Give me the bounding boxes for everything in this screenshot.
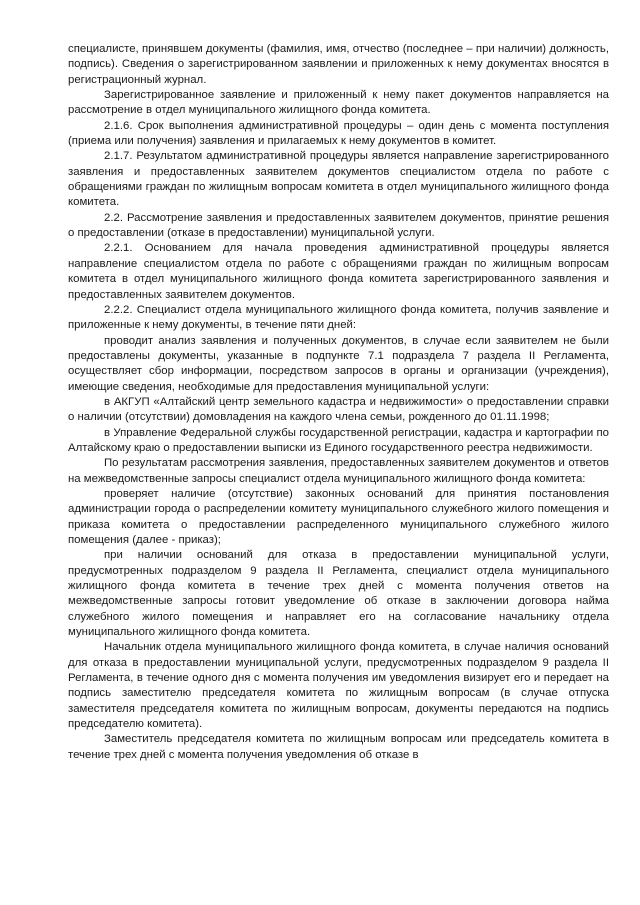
- paragraph-12: проверяет наличие (отсутствие) законных оснований для принятия постановления администрации города о распределении комитету муниципального служебного жилого помещения и приказа комитета о предоставлении распределенного муниципального служебного жилого помещения (далее - приказ);: [68, 487, 609, 546]
- paragraph-10: в Управление Федеральной службы государственной регистрации, кадастра и картографии по Алтайскому краю о предоставлении выписки из Единого государственного реестра недвижимости.: [68, 426, 609, 454]
- paragraph-9: в АКГУП «Алтайский центр земельного кадастра и недвижимости» о предоставлении справки о наличии (отсутствии) домовладения на каждого члена семьи, рожденного до 01.11.1998;: [68, 395, 609, 424]
- paragraph-14: Начальник отдела муниципального жилищного фонда комитета, в случае наличия оснований для отказа в предоставлении муниципальной услуги, предусмотренных подразделом 9 раздела II Регламента, в течение одного дня с момента получения им уведомления визирует его и передает на подпись заместителю председателя комитета по жилищным вопросам (в случае отпуска заместителя председателя комитета по жилищным вопросам, документы передаются на подпись председателю комитета).: [68, 641, 609, 731]
- paragraph-6: 2.2.1. Основанием для начала проведения административной процедуры является направление специалистом отдела по работе с обращениями граждан по жилищным вопросам комитета в отдел муниципального жилищного фонда комитета зарегистрированного заявления и предоставленных заявителем документов.: [68, 242, 609, 301]
- paragraph-5: 2.2. Рассмотрение заявления и предоставленных заявителем документов, принятие решения о предоставлении (отказе в предоставлении) муниципальной услуги.: [68, 211, 609, 240]
- paragraph-7: 2.2.2. Специалист отдела муниципального жилищного фонда комитета, получив заявление и приложенные к нему документы, в течение пяти дней:: [68, 303, 609, 332]
- paragraph-2: Зарегистрированное заявление и приложенный к нему пакет документов направляется на рассмотрение в отдел муниципального жилищного фонда комитета.: [68, 89, 609, 117]
- paragraph-1: специалисте, принявшем документы (фамилия, имя, отчество (последнее – при наличии) должность, подпись). Сведения о зарегистрированном заявлении и приложенных к нему документах вносятся в регистрационный журнал.: [68, 43, 609, 86]
- paragraph-8: проводит анализ заявления и полученных документов, в случае если заявителем не были предоставлены документы, указанные в подпункте 7.1 подраздела 7 раздела II Регламента, осуществляет сбор информации, посредством запросов в органы и организации (учреждения), имеющие сведения, необходимые для предоставления муниципальной услуги:: [68, 334, 609, 393]
- paragraph-13: при наличии оснований для отказа в предоставлении муниципальной услуги, предусмотренных подразделом 9 раздела II Регламента, специалист отдела муниципального жилищного фонда комитета в течение трех дней с момента получения ответов на межведомственные запросы готовит уведомление об отказе в заключении договора найма служебного жилого помещения и направляет его на согласование начальнику отдела муниципального жилищного фонда комитета.: [68, 549, 609, 639]
- paragraph-4: 2.1.7. Результатом административной процедуры является направление зарегистрированного заявления и предоставленных заявителем документов специалистом отдела по работе с обращениями граждан по жилищным вопросам комитета в отдел муниципального жилищного фонда комитета.: [68, 150, 609, 209]
- paragraph-11: По результатам рассмотрения заявления, предоставленных заявителем документов и ответов на межведомственные запросы специалист отдела муниципального жилищного фонда комитета:: [68, 457, 609, 485]
- paragraph-3: 2.1.6. Срок выполнения административной процедуры – один день с момента поступления (приема или получения) заявления и прилагаемых к нему документов в комитет.: [68, 119, 609, 148]
- paragraph-15: Заместитель председателя комитета по жилищным вопросам или председатель комитета в течение трех дней с момента получения уведомления об отказе в: [68, 733, 609, 761]
- document-page: [68, 42, 609, 763]
